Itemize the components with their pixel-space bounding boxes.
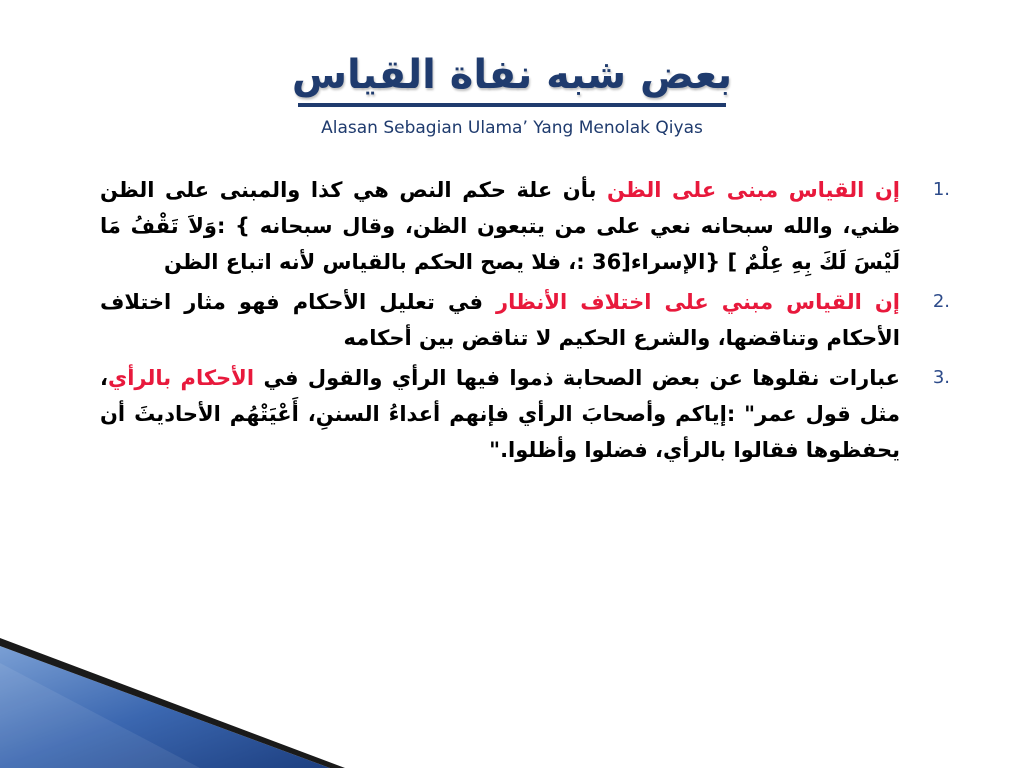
- highlighted-phrase-2: إن القياس مبني على اختلاف الأنظار: [496, 290, 900, 314]
- corner-decoration: [0, 638, 400, 768]
- highlighted-phrase-3: الأحكام بالرأي: [107, 366, 255, 390]
- list-number-1: 1.: [932, 179, 950, 200]
- list-item-2-text: في تعليل الأحكام فهو مثار اختلاف الأحكام وتناقضها، والشرع الحكيم لا تناقض بين أحكامه: [100, 290, 900, 350]
- list-item-3-text: ، مثل قول عمر" :إياكم وأصحابَ الرأي فإنهم أعداءُ السننِ، أَعْيَتْهُم الأحاديثَ أن يحفظوها فقالوا بالرأي، فضلوا وأظلوا.": [100, 366, 900, 462]
- list-item-2: [100, 284, 970, 356]
- slide-subtitle: Alasan Sebagian Ulama’ Yang Menolak Qiyas: [321, 118, 703, 138]
- title-underline: [298, 103, 726, 107]
- numbered-list: [100, 172, 970, 472]
- list-item-1-text: بأن علة حكم النص هي كذا والمبنى على الظن ظني، والله سبحانه نعي على من يتبعون الظن، وقال سبحانه } :وَلاَ تَقْفُ مَا لَيْسَ لَكَ بِهِ عِلْمٌ ] {الإسراء[36 :، فلا يصح الحكم بالقياس لأنه اتباع الظن: [100, 178, 900, 274]
- list-item-1: [100, 172, 970, 280]
- list-item-3-text-before: عبارات نقلوها عن بعض الصحابة ذموا فيها الرأي والقول في: [254, 366, 901, 390]
- slide-title: بعض شبه نفاة القياس: [291, 52, 733, 98]
- highlighted-phrase-1: إن القياس مبنى على الظن: [607, 178, 901, 202]
- list-item-3: [100, 360, 970, 468]
- list-number-2: 2.: [932, 291, 950, 312]
- list-number-3: 3.: [932, 367, 950, 388]
